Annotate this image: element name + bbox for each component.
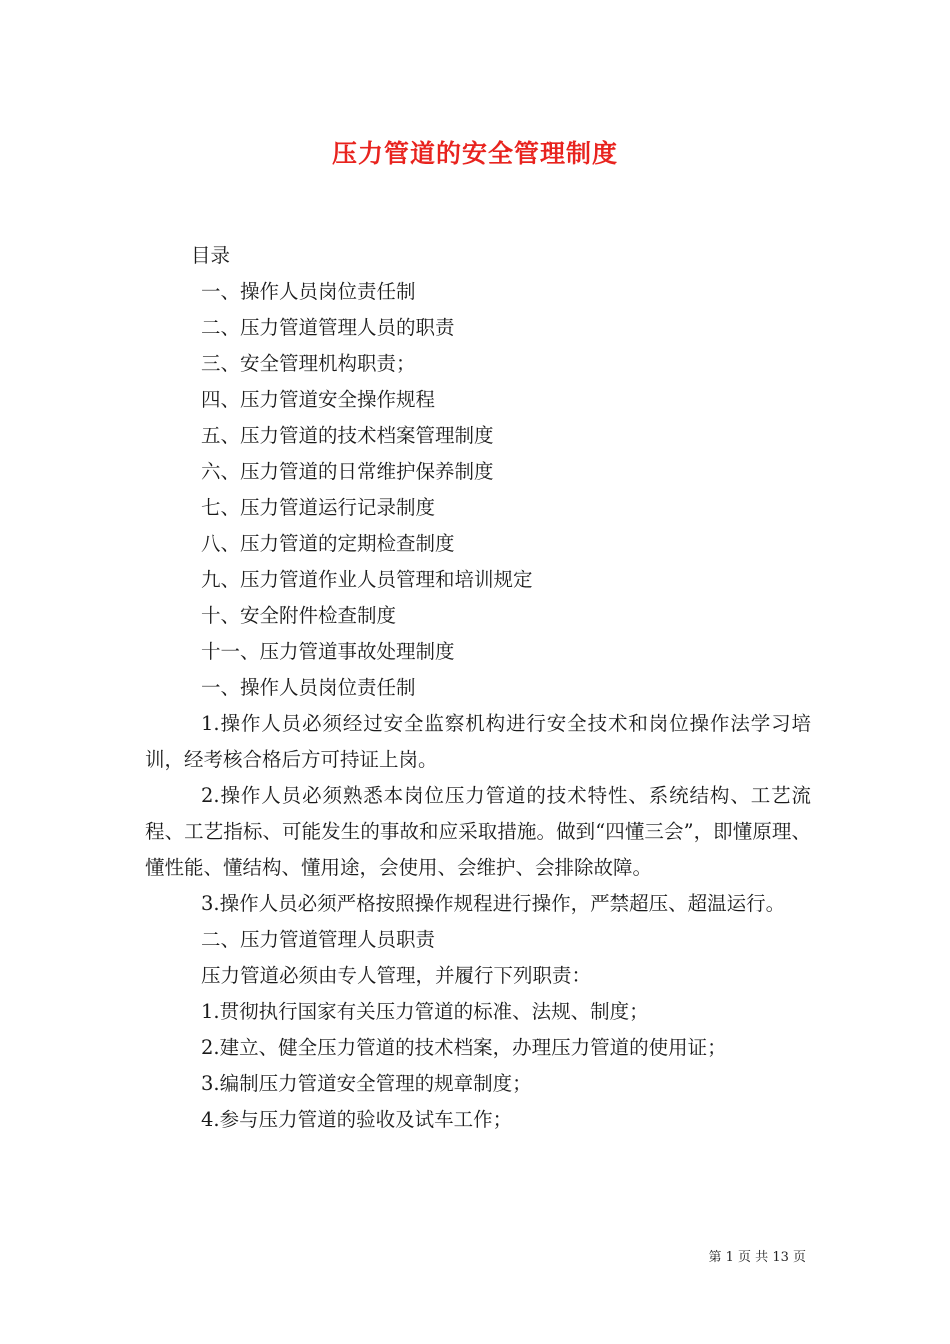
paragraph: 1.操作人员必须经过安全监察机构进行安全技术和岗位操作法学习培训，经考核合格后方可持证上岗。: [145, 712, 811, 771]
paragraph: 3.操作人员必须严格按照操作规程进行操作，严禁超压、超温运行。: [201, 892, 786, 915]
toc-item: 七、压力管道运行记录制度: [201, 496, 436, 519]
toc-item: 十一、压力管道事故处理制度: [201, 640, 455, 663]
toc-item: 二、压力管道管理人员的职责: [201, 316, 455, 339]
toc-item: 三、安全管理机构职责；: [201, 352, 416, 375]
toc-item: 十、安全附件检查制度: [201, 604, 397, 627]
page-title: 压力管道的安全管理制度: [331, 139, 618, 168]
toc-item: 六、压力管道的日常维护保养制度: [201, 460, 494, 483]
section-heading: 二、压力管道管理人员职责: [201, 928, 436, 951]
list-item: 2.建立、健全压力管道的技术档案，办理压力管道的使用证；: [201, 1036, 727, 1059]
paragraph: 压力管道必须由专人管理，并履行下列职责：: [201, 964, 592, 987]
toc-item: 八、压力管道的定期检查制度: [201, 532, 455, 555]
toc-item: 九、压力管道作业人员管理和培训规定: [201, 568, 533, 591]
toc-item: 一、操作人员岗位责任制: [201, 280, 416, 303]
section-heading: 一、操作人员岗位责任制: [201, 676, 416, 699]
toc-heading: 目录: [191, 244, 231, 267]
document-body: [145, 238, 811, 1138]
list-item: 1.贯彻执行国家有关压力管道的标准、法规、制度；: [201, 1000, 649, 1023]
toc-item: 五、压力管道的技术档案管理制度: [201, 424, 494, 447]
list-item: 3.编制压力管道安全管理的规章制度；: [201, 1072, 532, 1095]
paragraph: 2.操作人员必须熟悉本岗位压力管道的技术特性、系统结构、工艺流程、工艺指标、可能发生的事故和应采取措施。做到“四懂三会”，即懂原理、懂性能、懂结构、懂用途，会使用、会维护、会排除故障。: [145, 784, 811, 879]
toc-item: 四、压力管道安全操作规程: [201, 388, 436, 411]
page-footer: 第 1 页 共 13 页: [708, 1250, 806, 1265]
list-item: 4.参与压力管道的验收及试车工作；: [201, 1108, 513, 1131]
